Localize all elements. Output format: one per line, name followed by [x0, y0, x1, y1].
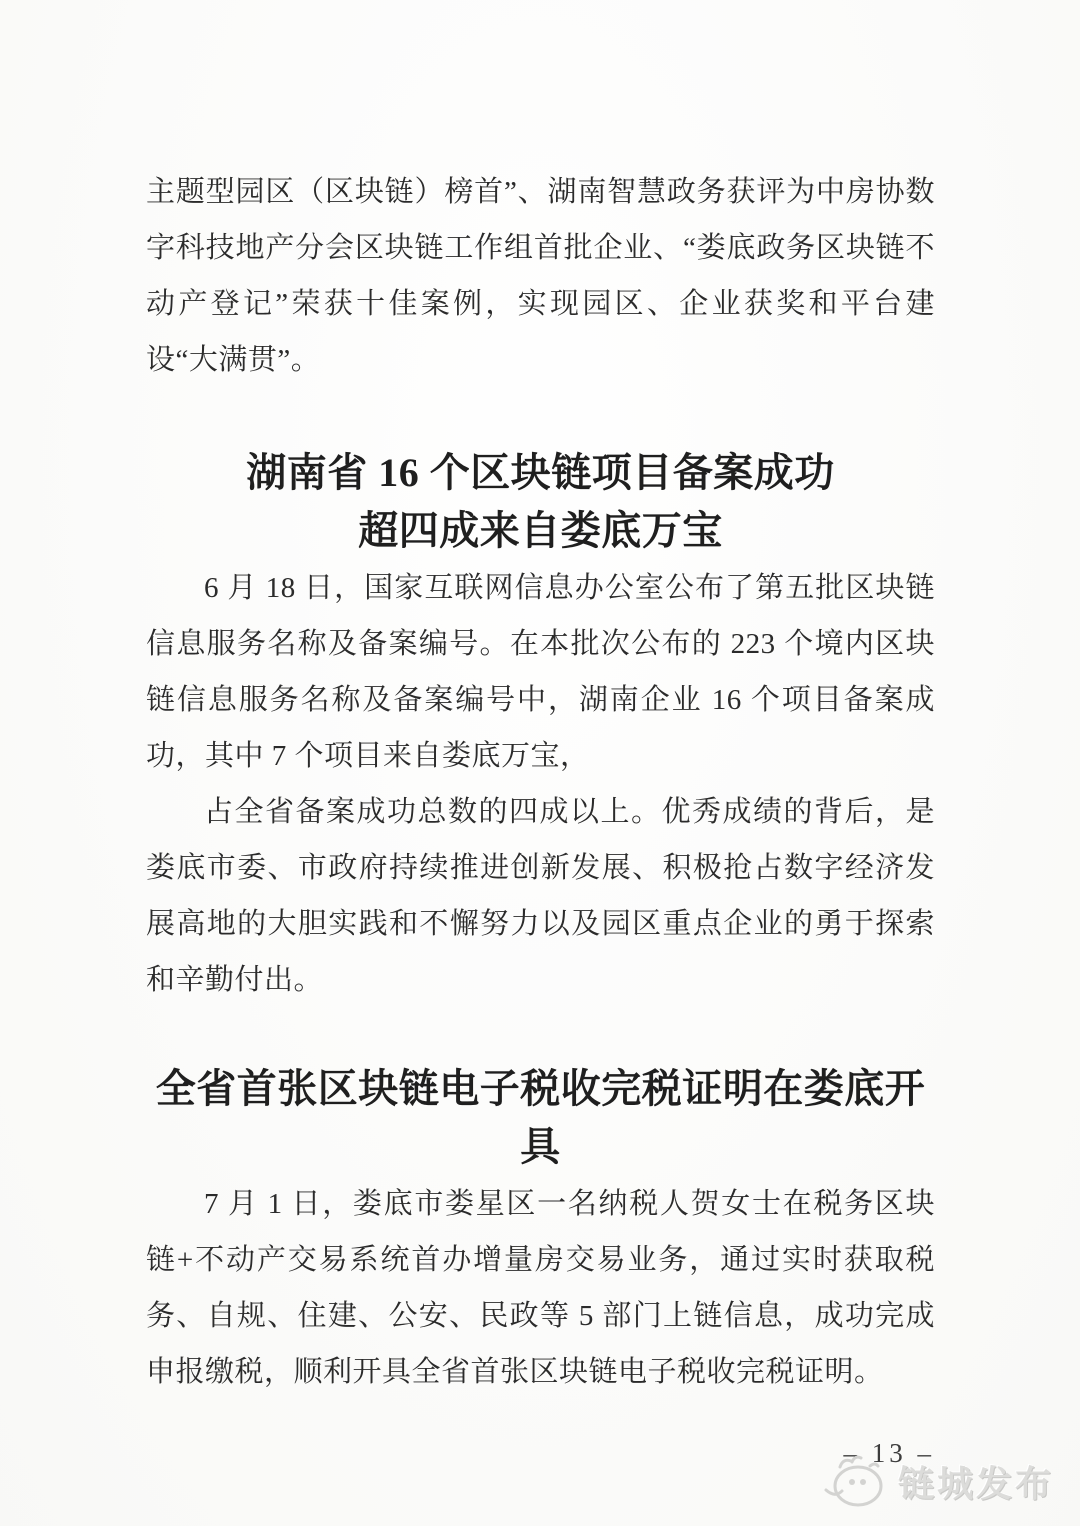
- watermark: [818, 1450, 1054, 1512]
- paragraph-continuation: 主题型园区（区块链）榜首”、湖南智慧政务获评为中房协数字科技地产分会区块链工作组首批企业、“娄底政务区块链不动产登记”荣获十佳案例，实现园区、企业获奖和平台建设“大满贯”。: [146, 176, 935, 376]
- paragraph-tax-certificate: 7 月 1 日，娄底市娄星区一名纳税人贺女士在税务区块链+不动产交易系统首办增量房交易业务，通过实时获取税务、自规、住建、公安、民政等 5 部门上链信息，成功完成申报缴税，顺利开具全省首张区块链电子税收完税证明。: [146, 1188, 935, 1388]
- section-heading-filing: [146, 444, 935, 560]
- heading-filing-line-1: 湖南省 16 个区块链项目备案成功: [246, 450, 835, 495]
- paragraph-filing-announcement: 6 月 18 日，国家互联网信息办公室公布了第五批区块链信息服务名称及备案编号。在本批次公布的 223 个境内区块链信息服务名称及备案编号中，湖南企业 16 个项目备案成功，其中 7 个项目来自娄底万宝，: [146, 572, 935, 772]
- chick-doodle-icon: [818, 1450, 890, 1512]
- page-number: – 13 –: [843, 1438, 935, 1468]
- section-heading-tax-certificate: 全省首张区块链电子税收完税证明在娄底开具: [155, 1066, 926, 1169]
- paragraph-achievement: 占全省备案成功总数的四成以上。优秀成绩的背后，是娄底市委、市政府持续推进创新发展、积极抢占数字经济发展高地的大胆实践和不懈努力以及园区重点企业的勇于探索和辛勤付出。: [146, 796, 935, 996]
- watermark-label: 链城发布: [897, 1463, 1054, 1504]
- heading-filing-line-2: 超四成来自娄底万宝: [358, 508, 723, 553]
